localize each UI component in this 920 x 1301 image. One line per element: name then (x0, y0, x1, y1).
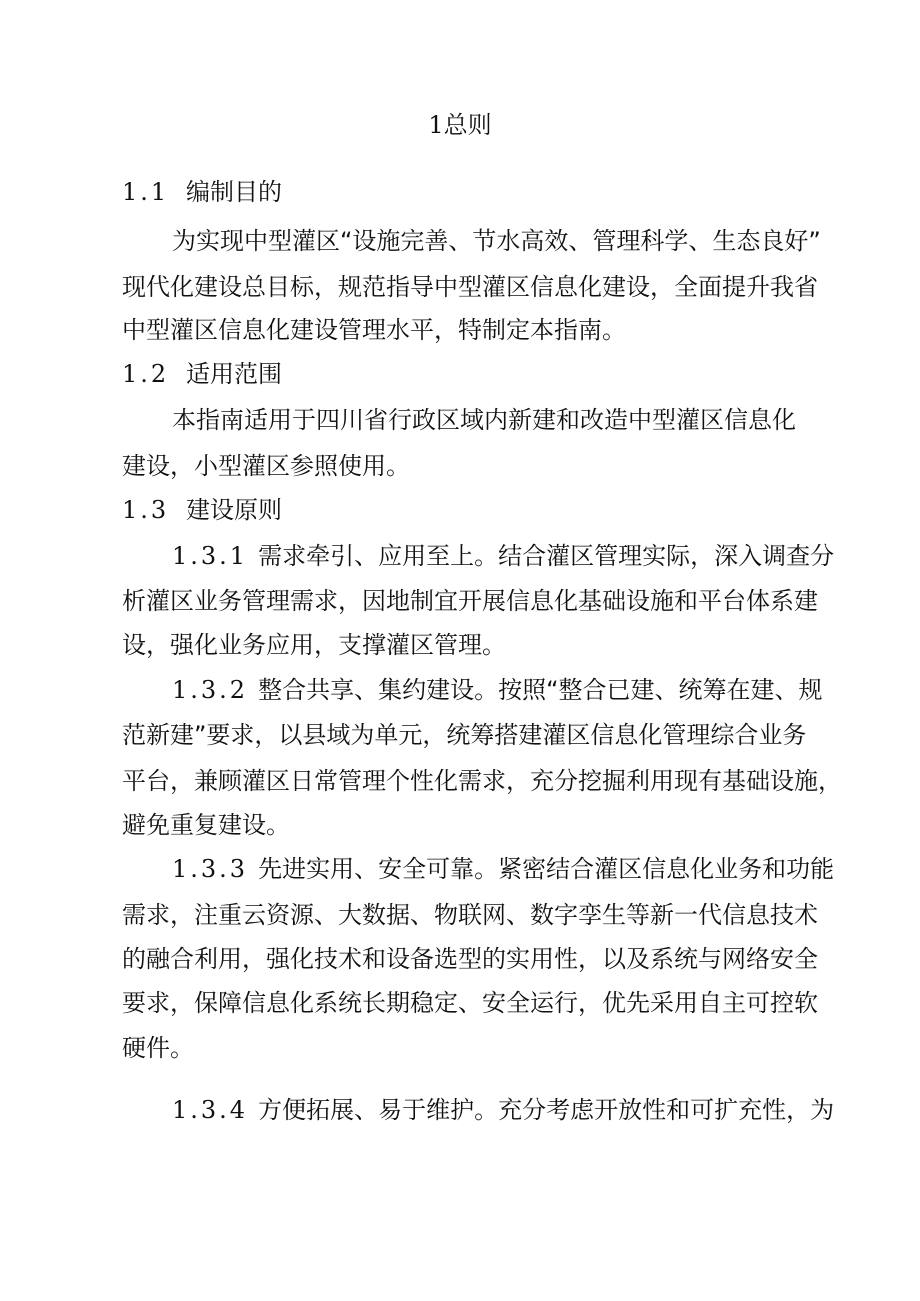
section-number: 1.2 (122, 360, 170, 388)
subsection-number: 1.3.3 (172, 855, 249, 883)
paragraph-line: 为实现中型灌区“设施完善、节水高效、管理科学、生态良好” (172, 227, 821, 255)
subsection-line-1-3-4 (172, 1093, 834, 1127)
paragraph-line: 建设，小型灌区参照使用。 (122, 452, 410, 480)
section-label: 适用范围 (186, 360, 282, 388)
subsection-line-1-3-2 (172, 673, 823, 707)
section-heading-1-3 (122, 493, 282, 527)
paragraph-text: 先进实用、安全可靠。紧密结合灌区信息化业务和功能 (258, 855, 835, 883)
section-label: 建设原则 (186, 496, 282, 524)
paragraph-text: 方便拓展、易于维护。充分考虑开放性和可扩充性，为 (258, 1096, 835, 1124)
paragraph-line: 避免重复建设。 (122, 811, 290, 839)
paragraph-text: 需求牵引、应用至上。结合灌区管理实际，深入调查分 (258, 542, 835, 570)
paragraph-line: 析灌区业务管理需求，因地制宜开展信息化基础设施和平台体系建 (122, 587, 818, 615)
paragraph-line: 中型灌区信息化建设管理水平，特制定本指南。 (122, 316, 626, 344)
section-heading-1-2 (122, 357, 282, 391)
chapter-title: 1总则 (428, 111, 492, 139)
subsection-line-1-3-1 (172, 539, 834, 573)
section-number: 1.1 (122, 178, 170, 206)
paragraph-line: 范新建”要求，以县域为单元，统筹搭建灌区信息化管理综合业务 (122, 721, 807, 749)
paragraph-line: 平台，兼顾灌区日常管理个性化需求，充分挖掘利用现有基础设施， (122, 767, 842, 795)
paragraph-line: 要求，保障信息化系统长期稳定、安全运行，优先采用自主可控软 (122, 989, 818, 1017)
section-number: 1.3 (122, 496, 170, 524)
subsection-number: 1.3.4 (172, 1096, 249, 1124)
paragraph-line: 现代化建设总目标，规范指导中型灌区信息化建设，全面提升我省 (122, 273, 818, 301)
paragraph-text: 整合共享、集约建设。按照“整合已建、统筹在建、规 (258, 676, 823, 704)
subsection-number: 1.3.1 (172, 542, 249, 570)
paragraph-line: 的融合利用，强化技术和设备选型的实用性，以及系统与网络安全 (122, 945, 818, 973)
paragraph-line: 需求，注重云资源、大数据、物联网、数字孪生等新一代信息技术 (122, 901, 818, 929)
paragraph-line: 硬件。 (122, 1034, 194, 1062)
section-label: 编制目的 (186, 178, 282, 206)
subsection-line-1-3-3 (172, 852, 834, 886)
section-heading-1-1 (122, 175, 282, 209)
subsection-number: 1.3.2 (172, 676, 249, 704)
paragraph-line: 本指南适用于四川省行政区域内新建和改造中型灌区信息化 (172, 406, 796, 434)
paragraph-line: 设，强化业务应用，支撑灌区管理。 (122, 631, 506, 659)
